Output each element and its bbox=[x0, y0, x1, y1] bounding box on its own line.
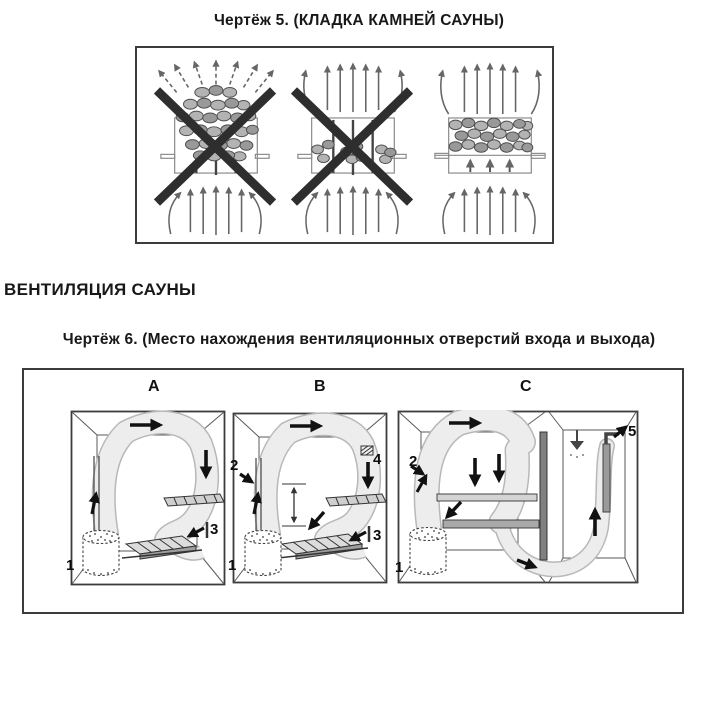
callout-heater: 1 bbox=[395, 559, 404, 576]
airflow-in-arrows bbox=[443, 187, 535, 235]
airflow-in-arrows bbox=[306, 187, 398, 235]
callout-outlet-low: 3 bbox=[373, 527, 382, 544]
airflow-out-arrows bbox=[304, 64, 402, 112]
callout-inlet: 2 bbox=[409, 453, 418, 470]
ventilation-diagram-b bbox=[228, 412, 388, 584]
stone-stack-correct-drawing bbox=[424, 55, 554, 237]
section-heading-ventilation: ВЕНТИЛЯЦИЯ САУНЫ bbox=[4, 280, 196, 299]
air-through-arrows bbox=[470, 160, 509, 172]
diagram-b-label: B bbox=[314, 378, 326, 395]
callout-inlet: 2 bbox=[230, 457, 239, 474]
diagram-a-label: A bbox=[148, 378, 160, 395]
stone-stack-panel-underfilled bbox=[287, 55, 417, 237]
ventilation-diagram-a bbox=[66, 410, 226, 586]
figure6-frame bbox=[22, 368, 684, 614]
callout-outlet-low: 3 bbox=[210, 521, 219, 538]
partition-wall bbox=[540, 432, 547, 560]
upper-bench bbox=[437, 494, 537, 501]
sauna-room-a-drawing bbox=[70, 410, 226, 586]
sauna-heater bbox=[410, 528, 446, 575]
figure5-title: Чертёж 5. (КЛАДКА КАМНЕЙ САУНЫ) bbox=[213, 12, 505, 29]
callout-heater: 1 bbox=[228, 557, 237, 574]
lower-bench bbox=[443, 520, 539, 528]
stone-stack-panel-overfilled bbox=[150, 55, 280, 237]
stone-stack-panel-correct bbox=[424, 55, 554, 237]
sauna-two-room-drawing bbox=[397, 410, 639, 584]
stones-filled bbox=[449, 118, 533, 152]
stone-stack-overfilled-drawing bbox=[150, 55, 280, 237]
sauna-heater bbox=[83, 531, 119, 576]
callout-outlet-adjacent-room: 5 bbox=[628, 423, 637, 440]
airflow-out-arrows bbox=[441, 64, 539, 114]
ventilation-diagram-c bbox=[397, 410, 639, 584]
callout-heater: 1 bbox=[66, 557, 75, 574]
sauna-heater bbox=[245, 531, 281, 576]
callout-outlet-high: 4 bbox=[373, 451, 382, 468]
figure5-frame bbox=[135, 46, 554, 244]
figure6-title: Чертёж 6. (Место нахождения вентиляционных отверстий входа и выхода) bbox=[62, 331, 656, 348]
airflow-in-arrows bbox=[169, 187, 261, 235]
diagram-c-label: C bbox=[520, 378, 532, 395]
sauna-room-b-drawing bbox=[232, 412, 388, 584]
stone-stack-underfilled-drawing bbox=[287, 55, 417, 237]
